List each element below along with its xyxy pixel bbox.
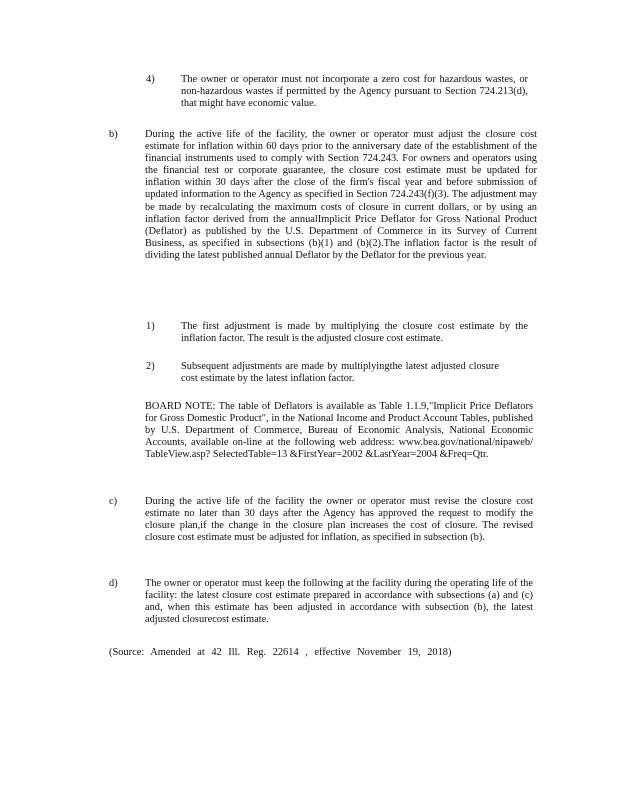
item-b-text: During the active life of the facility, the owner or operator must adjust the closure cost estimate for inflation within 60 days prior to the anniversary date of the establishment of the financial instruments used to comply with Section 724.243. For owners and operators using the financial test or corporate guarantee, the closure cost estimate must be updated for inflation within 30 days after the close of the firm's fiscal year and before submission of updated information to the Agency as specified in Section 724.243(f)(3). The adjustment may be made by recalculating the maximum costs of closure in current dollars, or by using an inflation factor derived from the annualImplicit Price Deflator for Gross National Product (Deflator) as published by the U.S. Department of Commerce in its Survey of Current Business, as specified in subsections (b)(1) and (b)(2).The inflation factor is the result of dividing the latest published annual Deflator by the Deflator for the previous year. (145, 129, 537, 261)
item-c-text: During the active life of the facility the owner or operator must revise the closure cost estimate no later than 30 days after the Agency has approved the request to modify the closure plan,if the change in the closure plan increases the cost of closure. The revised closure cost estimate must be adjusted for inflation, as specified in subsection (b). (145, 496, 533, 544)
item-a4-label: 4) (146, 74, 155, 85)
item-d-label: d) (109, 578, 118, 589)
item-a4-text: The owner or operator must not incorporate a zero cost for hazardous wastes, or non-hazardous wastes if permitted by the Agency pursuant to Section 724.213(d), that might have economic value. (181, 74, 528, 110)
board-note: BOARD NOTE: The table of Deflators is available as Table 1.1.9,"Implicit Price Deflators for Gross Domestic Product", in the National Income and Product Account Tables, published by U.S. Department of Commerce, Bureau of Economic Analysis, National Economic Accounts, available on-line at the following web address: www.bea.gov/national/nipaweb/ TableView.asp? SelectedTable=13 &FirstYear=2002 &LastYear=2004 &Freq=Qtr. (145, 401, 533, 461)
item-b1-text: The first adjustment is made by multiplying the closure cost estimate by the inflation factor. The result is the adjusted closure cost estimate. (181, 321, 528, 345)
item-c-label: c) (109, 496, 118, 507)
item-d-text: The owner or operator must keep the following at the facility during the operating life of the facility: the latest closure cost estimate prepared in accordance with subsections (a) and (c) and, when this estimate has been adjusted in accordance with subsection (b), the latest adjusted closurecost estimate. (145, 578, 533, 626)
item-b-label: b) (109, 129, 118, 140)
item-b2-label: 2) (146, 361, 155, 372)
item-b2-text: Subsequent adjustments are made by multiplyingthe latest adjusted closure cost estimate by the latest inflation factor. (181, 361, 499, 385)
item-b1-label: 1) (146, 321, 155, 332)
source-note: (Source: Amended at 42 Ill. Reg. 22614 , effective November 19, 2018) (109, 647, 452, 658)
